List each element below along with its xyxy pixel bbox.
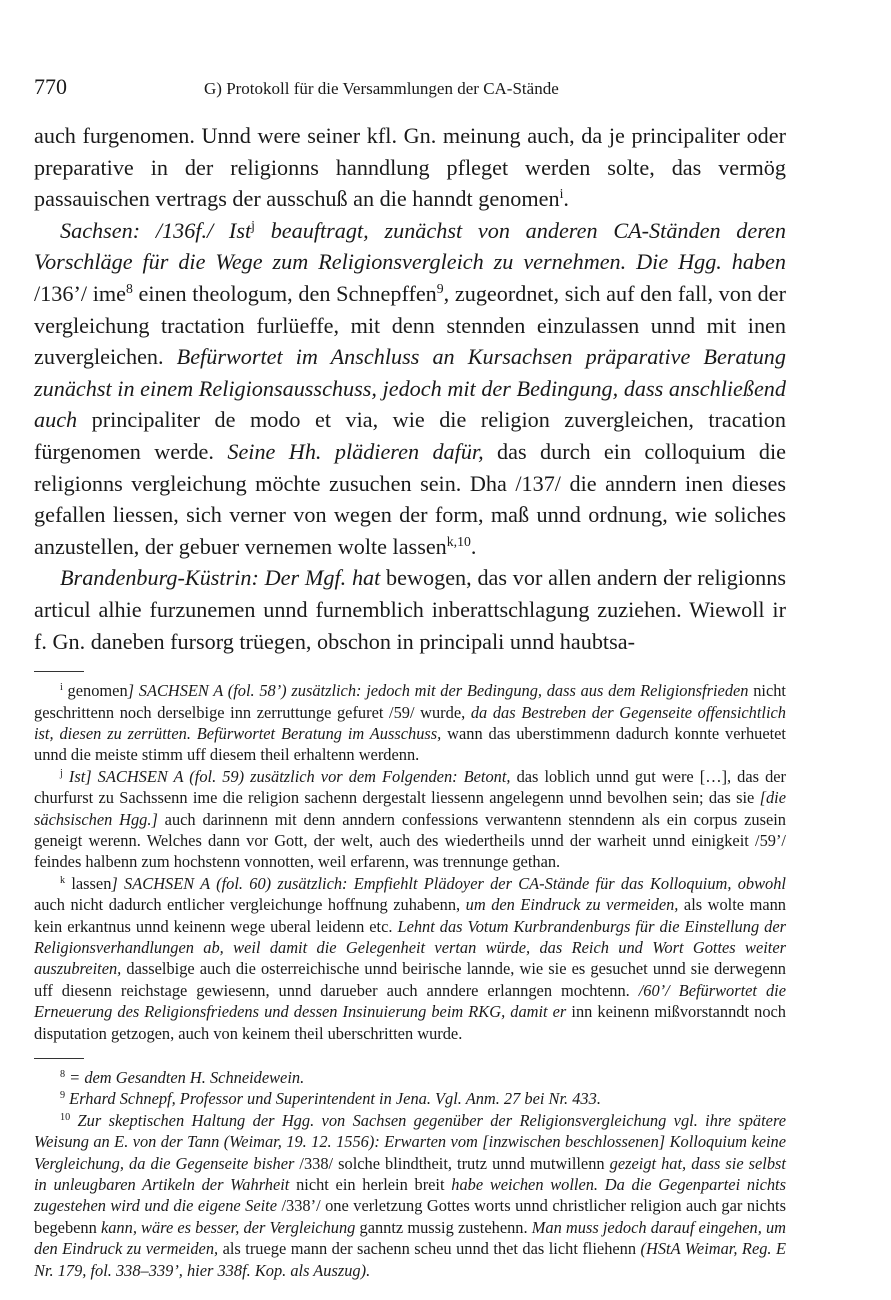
note-i [34,680,786,766]
footnote-divider [34,671,84,672]
italic-text: Zur skeptischen Haltung der Hgg. von Sachsen gegenüber der Religionsvergleichung vgl. ihre spätere Weisung an E. von der Tann (Weimar, 19. 12. 1556): Erwarten vom [inzwischen beschlossenen] Kolloquium keine Vergleichung, da die Gegenseite bisher [34,1110,786,1173]
text: lassen [65,873,112,893]
note-marker: 8 [60,1068,66,1080]
italic-text: Lehnt das Votum Kurbrandenburgs für die Einstellung der Religionsverhandlungen ab, weil damit die Gelegenheit vertan würde, das Reich und Wort Gottes weiter auszubreiten, [34,916,786,979]
footnote-divider-2 [34,1058,84,1059]
text-critical-notes [34,680,786,1044]
text: . [470,533,477,559]
text: das durch ein colloquium die religionns vergleichung möchte zusuchen sein. Dha /137/ die anndern inen dieses gefallen liessen, sich verner von wegen der form, maß unnd ordnung, wie soliches anzustellen, der gebuer vernemen wolte lassen [34,438,787,559]
page [34,74,786,1281]
italic-text: Sachsen: /136f./ Ist [60,217,252,243]
italic-text: [die sächsischen Hgg.] [34,788,786,829]
text: , zugeordnet, sich auf den fall, von der vergleichung tractation furlüeffe, mit denn stennden einzulassen unnd mit inen zuvergleichen. [34,280,786,370]
text: als wolte mann kein erkantnus unnd keinenn wege uberal leidenn etc. [34,895,786,936]
note-9 [34,1088,786,1109]
italic-text: ] SACHSEN A (fol. 58’) zusätzlich: jedoch mit der Bedingung, dass aus dem Religionsfrieden [127,681,749,701]
italic-text: Ist] SACHSEN A (fol. 59) zusätzlich vor dem Folgenden: Betont, [62,766,511,786]
italic-text: habe weichen wollen. Da die Gegenpartei nichts zugestehen wird und die eigene Seite [34,1175,786,1216]
note-marker: 10 [60,1111,71,1123]
text: auch darinnenn mit denn anndern confessions verwantenn stenndenn als ein corpus zusein geneigt werenn. Welches dann vor Gott, der welt, auch des wiedertheils unnd der warheit unnd einigkeit /59’/ feindes halbenn zum hochstenn vonnotten, weil erfarenn, was trennunge gethan. [34,809,786,872]
italic-text: (HStA Weimar, Reg. E Nr. 179, fol. 338–339’, hier 338f. Kop. als Auszug). [34,1239,787,1280]
italic-text: Befürwortet im Anschluss an Kursachsen präparative Beratung zunächst in einem Religionsausschuss, jedoch mit der Bedingung, dass anschließend auch [34,344,786,433]
italic-text: ] SACHSEN A (fol. 60) zusätzlich: Empfiehlt Plädoyer der CA-Stände für das Kolloquium, obwohl [111,873,786,893]
text: inn keinenn mißvorstanndt noch disputation getzogen, auch von keinem theil uberschritten wurde. [34,1002,786,1043]
main-text [34,120,786,657]
italic-text: /60’/ Befürwortet die Erneuerung des Religionsfriedens und dessen Insinuierung beim RKG, damit er [34,980,786,1022]
text: bewogen, das vor allen andern der religionns articul alhie furzunemen unnd furnemblich inberattschlagung zuziehen. Wiewoll ir f. Gn. daneben fursorg trüegen, obschon in principali unnd haubtsa- [34,565,786,654]
text: /338’/ one verletzung Gottes worts unnd christlicher religion auch gar nichts begebenn [34,1196,786,1237]
italic-text: um den Eindruck zu vermeiden, [465,895,679,915]
text: /136’/ ime [34,280,126,306]
italic-text: da das Bestreben der Gegenseite offensichtlich ist, diesen zu zerrütten. Befürwortet Beratung im Ausschuss, [34,702,786,743]
text: als truege mann der sachenn scheu unnd thet das licht fliehenn [218,1239,641,1259]
italic-text: kann, wäre es besser, der Vergleichung [100,1217,356,1237]
paragraph-brandenburg [34,562,786,657]
italic-text: Brandenburg-Küstrin: Der Mgf. hat [60,565,381,591]
paragraph-sachsen [34,215,786,563]
italic-text: gezeigt hat, dass sie selbst in unleugbaren Artikeln der Wahrheit [34,1153,786,1195]
footnote-ref: 9 [436,280,444,296]
text: ganntz mussig zustehenn. [355,1217,532,1237]
note-marker: 9 [60,1090,66,1102]
text: nicht geschrittenn noch derselbige inn zerruttunge gefuret /59/ wurde, [34,681,786,722]
commentary-notes [34,1067,786,1281]
note-marker: i [60,682,63,693]
italic-text: beauftragt, zunächst von anderen CA-Ständen deren Vorschläge für die Wege zum Religionsvergleich zu vernehmen. Die Hgg. haben [34,217,786,275]
note-10 [34,1110,786,1281]
italic-text: Man muss jedoch darauf eingehen, um den Eindruck zu vermeiden, [34,1217,786,1259]
text: . [563,186,569,212]
page-number: 770 [34,74,67,99]
text: das loblich unnd gut were […], das der churfurst zu Sachssenn ime die religion sachenn dergestalt liessenn angelegenn unnd bevolhen sein; das sie [34,766,786,808]
text: nicht ein herlein breit [289,1175,452,1195]
note-j [34,766,786,873]
text: wann das uberstimmenn dadurch konnte verhuetet unnd die meiste stimm uff diesem theil erhaltenn werdenn. [34,723,786,765]
note-8 [34,1067,786,1088]
italic-text: = dem Gesandten H. Schneidewein. [65,1068,305,1087]
paragraph-1 [34,120,786,215]
note-marker: k [60,874,66,886]
text: einen theologum, den Schnepffen [132,280,437,306]
text: auch nicht dadurch entlicher vergleichunge hoffnung zuhabenn, [34,895,466,915]
footnote-ref: k,10 [446,533,471,549]
italic-text: Seine Hh. plädieren dafür, [227,438,484,464]
page-header [34,74,786,108]
footnote-ref: j [251,217,255,233]
italic-text: Erhard Schnepf, Professor und Superintendent in Jena. Vgl. Anm. 27 bei Nr. 433. [65,1089,601,1109]
running-title: G) Protokoll für die Versammlungen der CA-Stände [204,79,559,98]
text: dasselbige auch die osterreichische unnd beirische lannde, wie sie es gesuchet unnd sie derwegenn uff diesenn reichstage gewiesenn, unnd darueber auch anndere erlanngen mochtenn. [34,959,786,1000]
text: auch furgenomen. Unnd were seiner kfl. Gn. meinung auch, da je principaliter oder preparative in der religionns hanndlung pfleget werden solte, das vermög passauischen vertrags der ausschuß an die hanndt genomen [34,123,786,212]
footnote-ref: 8 [125,280,133,296]
text: /338/ solche blindtheit, trutz unnd mutwillenn [294,1153,610,1173]
text: genomen [62,681,128,701]
note-marker: j [60,767,63,779]
text: principaliter de modo et via, wie die religion zuvergleichen, tracation fürgenomen werde. [34,407,786,464]
note-k [34,873,786,1044]
footnote-ref: i [559,185,564,201]
